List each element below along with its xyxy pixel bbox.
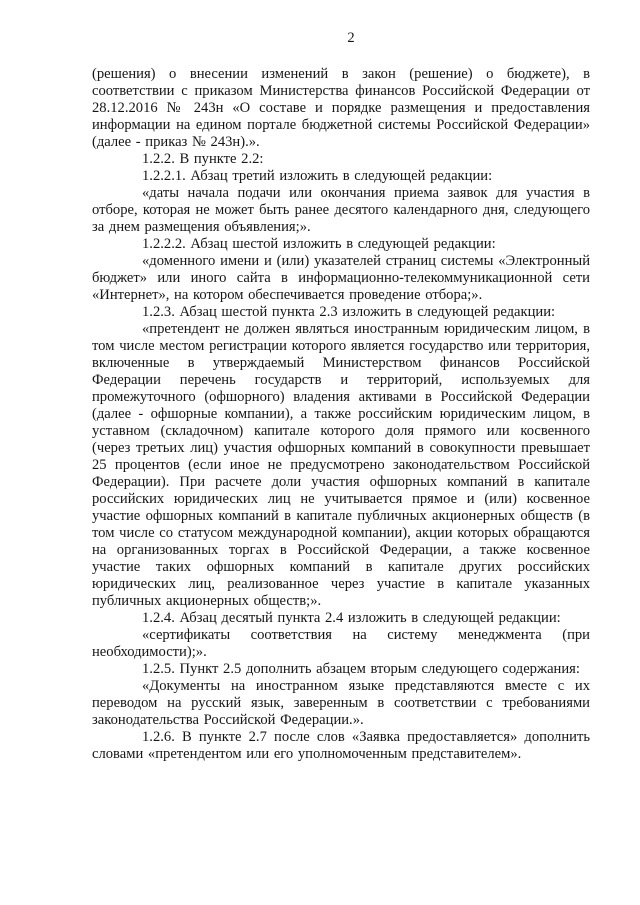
paragraph: (решения) о внесении изменений в закон (решение) о бюджете), в соответствии с приказом Министерства финансов Российской Федерации от 28.12.2016 № 243н «О составе и порядке размещения и предоставления информации на едином портале бюджетной системы Российской Федерации» (далее - приказ № 243н).». <box>92 66 590 150</box>
paragraph: 1.2.4. Абзац десятый пункта 2.4 изложить в следующей редакции: <box>142 610 561 626</box>
paragraph: 1.2.3. Абзац шестой пункта 2.3 изложить в следующей редакции: <box>142 304 556 320</box>
paragraph: 1.2.2. В пункте 2.2: <box>142 151 264 167</box>
paragraph: 1.2.6. В пункте 2.7 после слов «Заявка предоставляется» дополнить словами «претендентом или его уполномоченным представителем». <box>92 729 590 762</box>
paragraph: 1.2.2.2. Абзац шестой изложить в следующей редакции: <box>142 236 496 252</box>
paragraph: «сертификаты соответствия на систему менеджмента (при необходимости);». <box>92 627 590 660</box>
paragraph: 1.2.2.1. Абзац третий изложить в следующей редакции: <box>142 168 493 184</box>
paragraph: «Документы на иностранном языке представляются вместе с их переводом на русский язык, заверенным в соответствии с требованиями законодательства Российской Федерации.». <box>92 678 590 728</box>
paragraph: «претендент не должен являться иностранным юридическим лицом, в том числе местом регистрации которого является государство или территория, включенные в утверждаемый Министерством финансов Российской Федерации перечень государств и территорий, используемых для промежуточного (офшорного) владения активами в Российской Федерации (далее - офшорные компании), а также российским юридическим лицом, в уставном (складочном) капитале которого доля прямого или косвенного (через третьих лиц) участия офшорных компаний в совокупности превышает 25 процентов (если иное не предусмотрено законодательством Российской Федерации). При расчете доли участия офшорных компаний в капитале российских юридических лиц не учитывается прямое и (или) косвенное участие офшорных компаний в капитале публичных акционерных обществ (в том числе со статусом международной компании), акции которых обращаются на организованных торгах в Российской Федерации, а также косвенное участие таких офшорных компаний в капитале других российских юридических лиц, реализованное через участие в капитале указанных публичных акционерных обществ;». <box>92 321 590 609</box>
paragraph: 1.2.5. Пункт 2.5 дополнить абзацем вторым следующего содержания: <box>142 661 580 677</box>
paragraph: «доменного имени и (или) указателей страниц системы «Электронный бюджет» или иного сайта в информационно-телекоммуникационной сети «Интернет», на котором обеспечивается проведение отбора;». <box>92 253 590 303</box>
page-number: 2 <box>347 30 355 46</box>
paragraph: «даты начала подачи или окончания приема заявок для участия в отборе, которая не может быть ранее десятого календарного дня, следующего за днем размещения объявления;». <box>92 185 590 235</box>
